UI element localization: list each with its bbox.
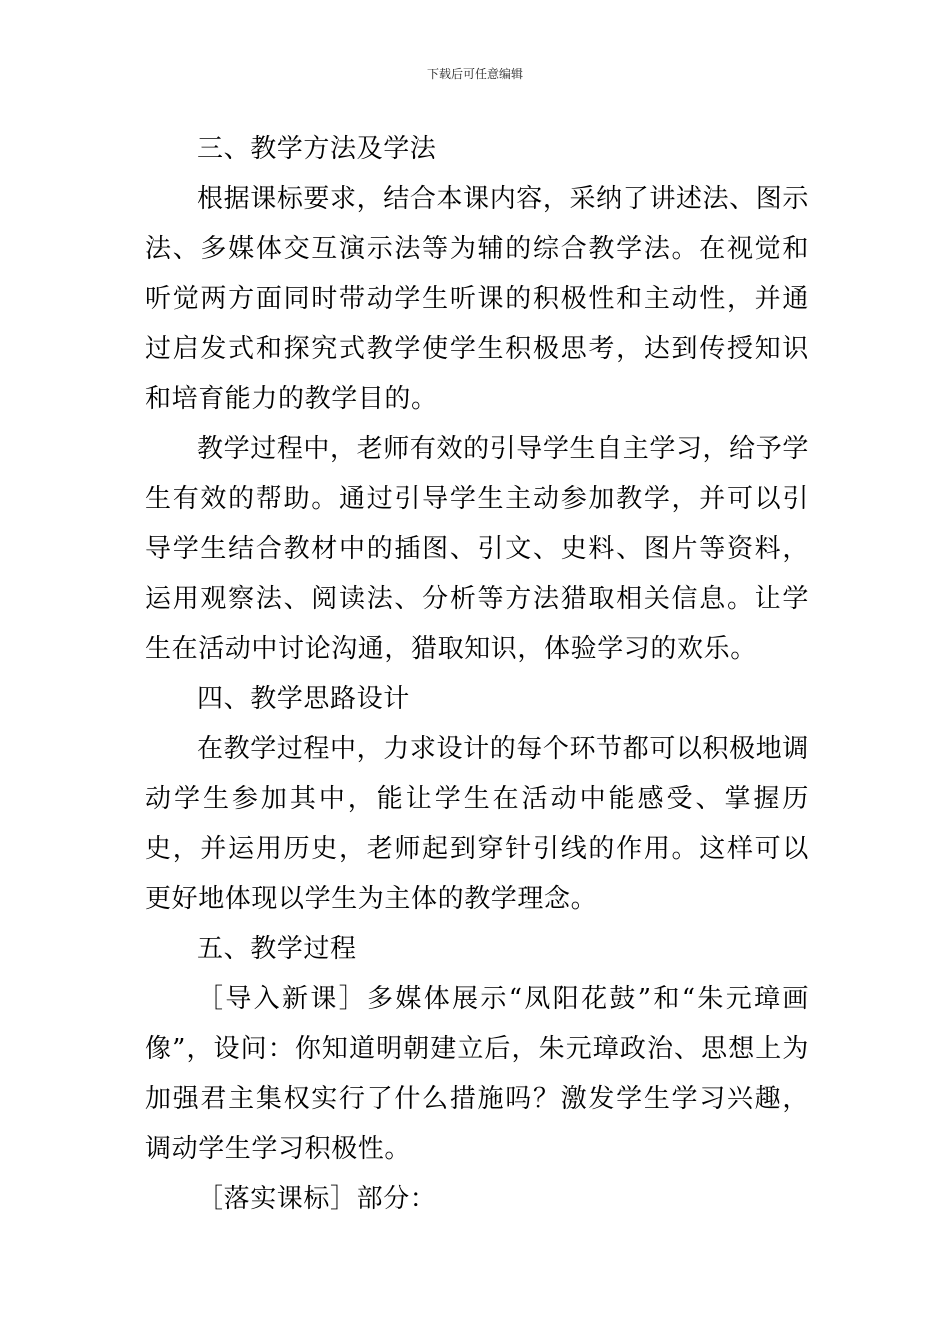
paragraph-introduction: ［导入新课］多媒体展示“凤阳花鼓”和“朱元璋画像”，设问：你知道明朝建立后，朱元璋政治、思想上为加强君主集权实行了什么措施吗？激发学生学习兴趣，调动学生学习积极性。: [145, 984, 809, 1164]
section-heading-process: 五、教学过程: [197, 934, 357, 964]
paragraph-design: 在教学过程中，力求设计的每个环节都可以积极地调动学生参加其中，能让学生在活动中能感受、掌握历史，并运用历史，老师起到穿针引线的作用。这样可以更好地体现以学生为主体的教学理念。: [145, 734, 809, 914]
section-heading-methods: 三、教学方法及学法: [197, 134, 437, 164]
section-heading-design: 四、教学思路设计: [197, 684, 410, 714]
paragraph-teaching-process-guidance: 教学过程中，老师有效的引导学生自主学习，给予学生有效的帮助。通过引导学生主动参加教学，并可以引导学生结合教材中的插图、引文、史料、图片等资料，运用观察法、阅读法、分析等方法猎取相关信息。让学生在活动中讨论沟通，猎取知识，体验学习的欢乐。: [145, 434, 809, 664]
paragraph-curriculum: ［落实课标］部分：: [197, 1184, 437, 1214]
paragraph-methods: 根据课标要求，结合本课内容，采纳了讲述法、图示法、多媒体交互演示法等为辅的综合教学法。在视觉和听觉两方面同时带动学生听课的积极性和主动性，并通过启发式和探究式教学使学生积极思考，达到传授知识和培育能力的教学目的。: [145, 184, 809, 414]
document-body: [145, 124, 809, 1224]
page-header: 下载后可任意编辑: [426, 67, 523, 81]
